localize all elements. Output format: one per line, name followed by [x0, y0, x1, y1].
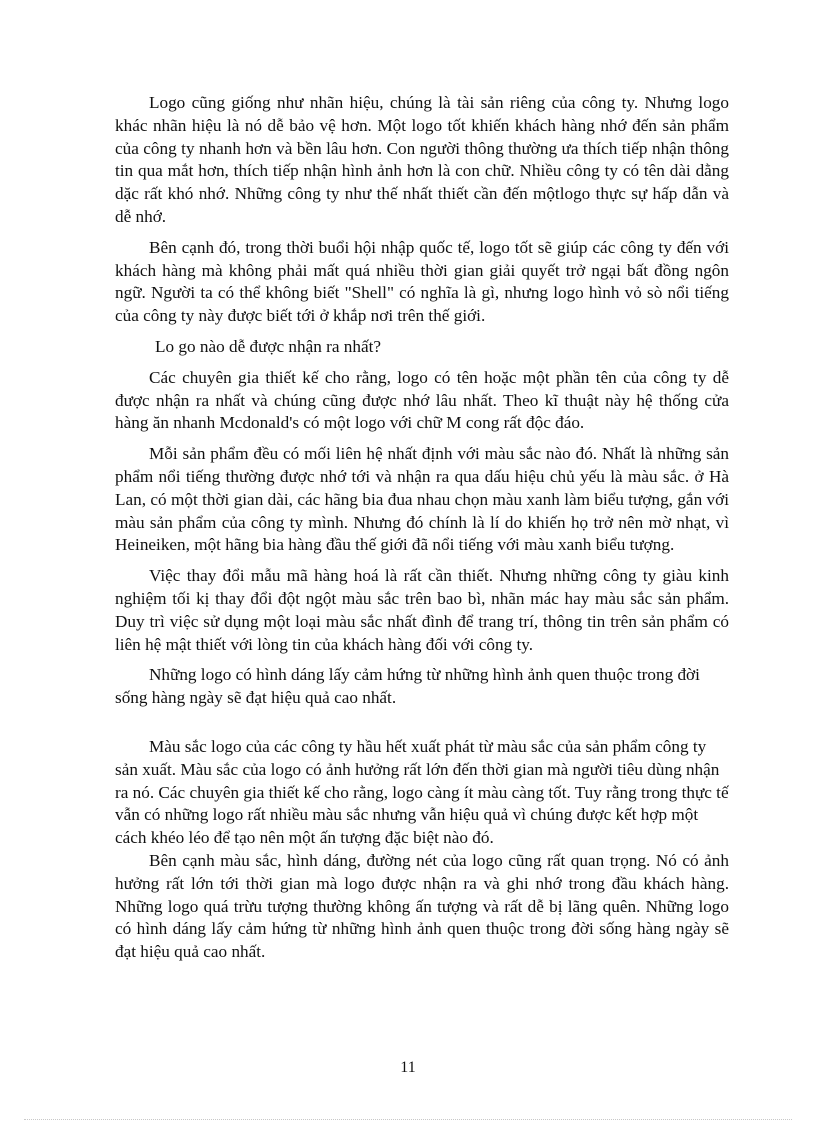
body-text	[115, 92, 729, 972]
paragraph-international-integration: Bên cạnh đó, trong thời buổi hội nhập quốc tế, logo tốt sẽ giúp các công ty đến với khách hàng mà không phải mất quá nhiều thời gian giải quyết trở ngại bất đồng ngôn ngữ. Người ta có thể không biết "Shell" có nghĩa là gì, nhưng logo hình vỏ sò nổi tiếng của công ty này được biết tới ở khắp nơi trên thế giới.	[115, 237, 729, 326]
paragraph-color-association: Mỗi sản phẩm đều có mối liên hệ nhất định với màu sắc nào đó. Nhất là những sản phẩm nổi tiếng thường được nhớ tới và nhận ra qua dấu hiệu chủ yếu là màu sắc. ở Hà Lan, có một thời gian dài, các hãng bia đua nhau chọn màu xanh làm biểu tượng, gắn với màu sản phẩm của công ty mình. Nhưng đó chính là lí do khiến họ trở nên mờ nhạt, vì Heineiken, một hãng bia hàng đầu thế giới đã nổi tiếng với màu xanh biểu tượng.	[115, 444, 729, 555]
blank-line	[115, 710, 729, 736]
paragraph-familiar-shapes: Những logo có hình dáng lấy cảm hứng từ những hình ảnh quen thuộc trong đời sống hàng ngày sẽ đạt hiệu quả cao nhất.	[115, 665, 700, 708]
paragraph-shape-and-lines: Bên cạnh màu sắc, hình dáng, đường nét của logo cũng rất quan trọng. Nó có ảnh hưởng rất lớn tới thời gian mà logo được nhận ra và ghi nhớ trong đầu khách hàng. Những logo quá trừu tượng thường không ấn tượng và rất dễ bị lãng quên. Những logo có hình dáng lấy cảm hứng từ những hình ảnh quen thuộc trong đời sống hàng ngày sẽ đạt hiệu quả cao nhất.	[115, 850, 729, 962]
paragraph-changing-design: Việc thay đổi mẫu mã hàng hoá là rất cần thiết. Nhưng những công ty giàu kinh nghiệm tối kị thay đổi đột ngột màu sắc trên bao bì, nhãn mác hay màu sắc sản phẩm. Duy trì việc sử dụng một loại màu sắc nhất đình để trang trí, thông tin trên sản phẩm có liên hệ mật thiết với lòng tin của khách hàng đối với công ty.	[115, 566, 729, 654]
paragraph-logo-vs-brand: Logo cũng giống như nhãn hiệu, chúng là tài sản riêng của công ty. Nhưng logo khác nhãn hiệu là nó dễ bảo vệ hơn. Một logo tốt khiến khách hàng nhớ đến sản phẩm của công ty nhanh hơn và bền lâu hơn. Con người thông thường ưa thích tiếp nhận thông tin qua mắt hơn, thích tiếp nhận hình ảnh hơn là con chữ. Nhiều công ty có tên dài dằng dặc rất khó nhớ. Những công ty như thế nhất thiết cần đến mộtlogo thực sự hấp dẫn và dễ nhớ.	[115, 93, 729, 226]
section-question: Lo go nào dễ được nhận ra nhất?	[155, 336, 382, 356]
page-number: 11	[400, 1059, 416, 1076]
paragraph-logo-colors: Màu sắc logo của các công ty hầu hết xuất phát từ màu sắc của sản phẩm công ty sản xuất. Màu sắc của logo có ảnh hưởng rất lớn đến thời gian mà người tiêu dùng nhận ra nó. Các chuyên gia thiết kế cho rằng, logo càng ít màu càng tốt. Tuy rằng trong thực tế vẫn có những logo rất nhiều màu sắc nhưng vẫn hiệu quả vì chúng được kết hợp một cách khéo léo để tạo nên một ấn tượng đặc biệt nào đó.	[115, 736, 729, 848]
page-bottom-divider	[24, 1119, 792, 1120]
paragraph-name-in-logo: Các chuyên gia thiết kế cho rằng, logo có tên hoặc một phần tên của công ty dễ được nhận ra nhất và chúng cũng được nhớ lâu nhất. Theo kĩ thuật này hệ thống cửa hàng ăn nhanh Mcdonald's có một logo với chữ M cong rất độc đáo.	[115, 367, 729, 433]
